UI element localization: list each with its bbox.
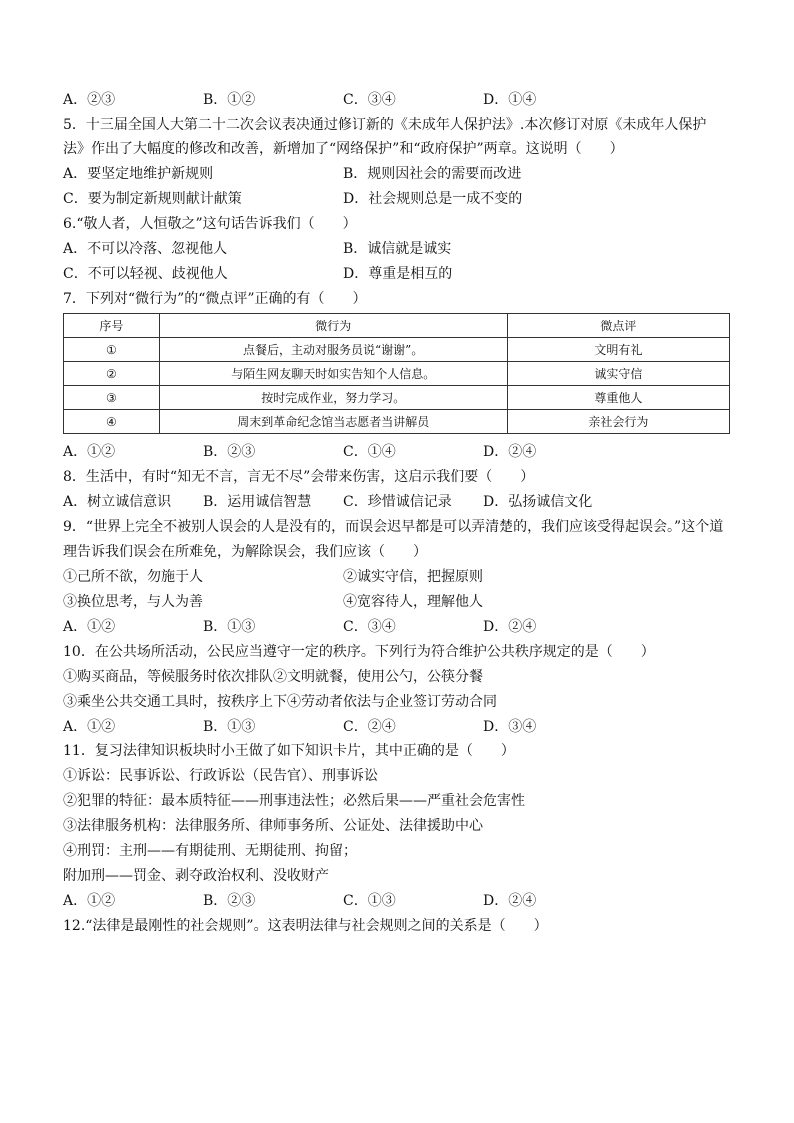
q8-options xyxy=(63,492,743,512)
q9-statement-3: ③换位思考，与人为善 xyxy=(63,594,203,610)
q4-options xyxy=(63,90,743,110)
q9-statement-2: ②诚实守信，把握原则 xyxy=(343,569,483,585)
q7-row-behavior: 按时完成作业，努力学习。 xyxy=(159,386,507,410)
q10-option-d: D．③④ xyxy=(483,719,537,735)
table-row xyxy=(64,386,730,410)
table-row xyxy=(64,362,730,386)
q5-option-d: D．社会规则总是一成不变的 xyxy=(343,191,523,207)
q9-option-b: B．①③ xyxy=(203,619,256,635)
q7-row-comment: 尊重他人 xyxy=(507,386,729,410)
q9-stem-line1: 9．“世界上完全不被别人误会的人是没有的，而误会迟早都是可以弄清楚的，我们应该受得起误会。”这个道 xyxy=(63,519,724,535)
q7-row-behavior: 与陌生网友聊天时如实告知个人信息。 xyxy=(159,362,507,386)
q6-stem: 6.“敬人者，人恒敬之”这句话告诉我们（ ） xyxy=(63,216,357,232)
q11-card-4-cont: 附加刑——罚金、剥夺政治权利、没收财产 xyxy=(63,868,329,884)
q5-stem-line1: 5．十三届全国人大第二十二次会议表决通过修订新的《未成年人保护法》.本次修订对原《未成年人保护 xyxy=(63,117,707,133)
q7-row-comment: 文明有礼 xyxy=(507,338,729,362)
q9-option-d: D．②④ xyxy=(483,619,537,635)
q8-option-d: D．弘扬诚信文化 xyxy=(483,494,593,510)
q11-option-b: B．②③ xyxy=(203,893,256,909)
q6-options-row2 xyxy=(63,264,743,284)
q6-option-d: D．尊重是相互的 xyxy=(343,266,453,282)
q9-statements-row2 xyxy=(63,592,743,612)
q7-row-behavior: 周末到革命纪念馆当志愿者当讲解员 xyxy=(159,410,507,434)
q7-option-d: D．②④ xyxy=(483,444,537,460)
q9-options xyxy=(63,617,743,637)
q9-option-c: C．③④ xyxy=(343,619,396,635)
table-row xyxy=(64,410,730,434)
q5-option-b: B．规则因社会的需要而改进 xyxy=(343,166,522,182)
q12-stem: 12.“法律是最刚性的社会规则”。这表明法律与社会规则之间的关系是（ ） xyxy=(63,918,548,934)
q11-options xyxy=(63,891,743,911)
q11-card-3: ③法律服务机构：法律服务所、律师事务所、公证处、法律援助中心 xyxy=(63,818,483,834)
q7-table-header xyxy=(64,314,730,338)
q7-row-comment: 诚实守信 xyxy=(507,362,729,386)
q11-option-d: D．②④ xyxy=(483,893,537,909)
q8-option-b: B．运用诚信智慧 xyxy=(203,494,312,510)
q7-row-index: ④ xyxy=(64,410,160,434)
q6-options-row1 xyxy=(63,239,743,259)
q7-table xyxy=(63,313,730,434)
q7-row-index: ③ xyxy=(64,386,160,410)
q7-header-behavior: 微行为 xyxy=(159,314,507,338)
q9-option-a: A．①② xyxy=(63,619,116,635)
q9-statement-1: ①己所不欲，勿施于人 xyxy=(63,569,203,585)
q9-stem-line2: 理告诉我们误会在所难免，为解除误会，我们应该（ ） xyxy=(63,544,427,560)
q11-stem: 11．复习法律知识板块时小王做了如下知识卡片，其中正确的是（ ） xyxy=(63,743,515,759)
q5-stem-line2: 法》作出了大幅度的修改和改善，新增加了“网络保护”和“政府保护”两章。这说明（ ） xyxy=(63,141,624,157)
q7-row-index: ② xyxy=(64,362,160,386)
q4-option-c: C．③④ xyxy=(343,92,396,108)
q7-option-c: C．①④ xyxy=(343,444,396,460)
q7-stem: 7．下列对“微行为”的“微点评”正确的有（ ） xyxy=(63,291,367,307)
q10-option-a: A．①② xyxy=(63,719,116,735)
q6-option-c: C．不可以轻视、歧视他人 xyxy=(63,266,228,282)
q10-stem: 10．在公共场所活动，公民应当遵守一定的秩序。下列行为符合维护公共秩序规定的是（ ） xyxy=(63,644,655,660)
q7-options xyxy=(63,442,743,462)
q7-header-comment: 微点评 xyxy=(507,314,729,338)
q10-option-c: C．②④ xyxy=(343,719,396,735)
q11-option-c: C．①③ xyxy=(343,893,396,909)
q4-option-a: A．②③ xyxy=(63,92,116,108)
q11-card-1: ①诉讼：民事诉讼、行政诉讼（民告官）、刑事诉讼 xyxy=(63,768,378,784)
q5-option-a: A．要坚定地维护新规则 xyxy=(63,166,214,182)
q7-row-comment: 亲社会行为 xyxy=(507,410,729,434)
q7-header-index: 序号 xyxy=(64,314,160,338)
q9-statements-row1 xyxy=(63,567,743,587)
q11-option-a: A．①② xyxy=(63,893,116,909)
q6-option-b: B．诚信就是诚实 xyxy=(343,241,452,257)
q6-option-a: A．不可以冷落、忽视他人 xyxy=(63,241,228,257)
q7-row-index: ① xyxy=(64,338,160,362)
q7-option-b: B．②③ xyxy=(203,444,256,460)
q8-option-a: A．树立诚信意识 xyxy=(63,494,172,510)
q10-statements-line2: ③乘坐公共交通工具时，按秩序上下④劳动者依法与企业签订劳动合同 xyxy=(63,694,497,710)
q5-option-c: C．要为制定新规则献计献策 xyxy=(63,191,242,207)
q9-statement-4: ④宽容待人，理解他人 xyxy=(343,594,483,610)
q5-options-row2 xyxy=(63,189,743,209)
q4-option-b: B．①② xyxy=(203,92,256,108)
q11-card-2: ②犯罪的特征：最本质特征——刑事违法性；必然后果——严重社会危害性 xyxy=(63,793,525,809)
q10-options xyxy=(63,717,743,737)
q10-statements-line1: ①购买商品，等候服务时依次排队②文明就餐，使用公勺，公筷分餐 xyxy=(63,669,483,685)
q8-option-c: C．珍惜诚信记录 xyxy=(343,494,452,510)
q4-option-d: D．①④ xyxy=(483,92,537,108)
table-row xyxy=(64,338,730,362)
q7-option-a: A．①② xyxy=(63,444,116,460)
q11-card-4: ④刑罚：主刑——有期徒刑、无期徒刑、拘留； xyxy=(63,843,357,859)
q7-row-behavior: 点餐后，主动对服务员说“谢谢”。 xyxy=(159,338,507,362)
q10-option-b: B．①③ xyxy=(203,719,256,735)
q8-stem: 8．生活中，有时“知无不言，言无不尽”会带来伤害，这启示我们要（ ） xyxy=(63,469,535,485)
q5-options-row1 xyxy=(63,164,743,184)
